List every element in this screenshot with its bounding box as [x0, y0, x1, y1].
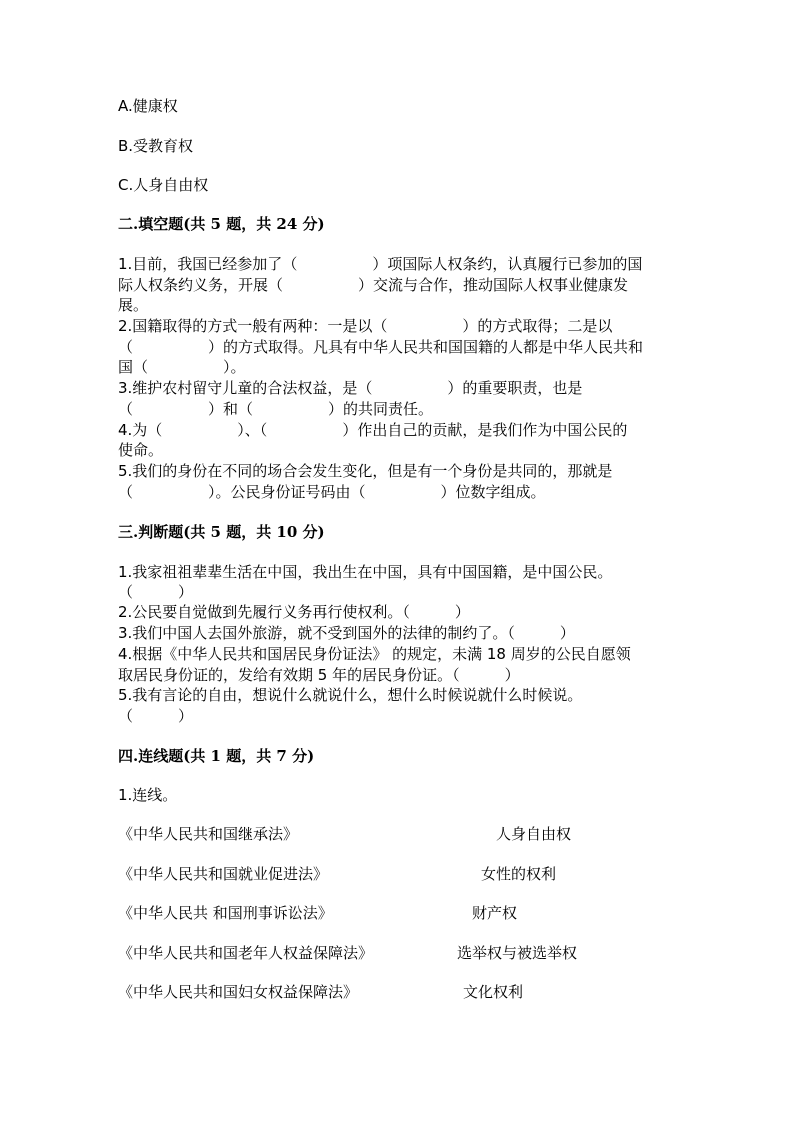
true-false-line: （ ） — [118, 583, 194, 601]
fill-blank-line: （ ）和（ ）的共同责任。 — [118, 400, 434, 418]
true-false-line: 5.我有言论的自由，想说什么就说什么，想什么时候说就什么时候说。 — [118, 686, 583, 704]
matching-left-item: 《中华人民共 和国刑事诉讼法》 — [118, 904, 333, 922]
fill-blank-line: 际人权条约义务，开展（ ）交流与合作，推动国际人权事业健康发 — [118, 276, 629, 294]
section-heading-matching: 四.连线题(共 1 题，共 7 分) — [118, 747, 315, 765]
matching-right-item: 选举权与被选举权 — [457, 944, 578, 962]
section-heading-true-false: 三.判断题(共 5 题，共 10 分) — [118, 523, 325, 541]
fill-blank-line: 国（ ）。 — [118, 358, 246, 376]
matching-left-item: 《中华人民共和国就业促进法》 — [118, 865, 329, 883]
option-c: C.人身自由权 — [118, 176, 209, 194]
matching-left-item: 《中华人民共和国妇女权益保障法》 — [118, 983, 359, 1001]
fill-blank-line: 3.维护农村留守儿童的合法权益，是（ ）的重要职责，也是 — [118, 379, 583, 397]
section-heading-fill-blank: 二.填空题(共 5 题，共 24 分) — [118, 215, 325, 233]
true-false-line: 3.我们中国人去国外旅游，就不受到国外的法律的制约了。（ ） — [118, 624, 575, 642]
matching-left-item: 《中华人民共和国老年人权益保障法》 — [118, 944, 374, 962]
fill-blank-line: （ ）。公民身份证号码由（ ）位数字组成。 — [118, 483, 546, 501]
fill-blank-line: 4.为（ ）、（ ）作出自己的贡献，是我们作为中国公民的 — [118, 421, 628, 439]
option-a: A.健康权 — [118, 97, 178, 115]
true-false-line: 取居民身份证的，发给有效期 5 年的居民身份证。（ ） — [118, 666, 520, 684]
option-b: B.受教育权 — [118, 137, 194, 155]
fill-blank-line: 使命。 — [118, 441, 164, 459]
matching-right-item: 财产权 — [472, 904, 518, 922]
fill-blank-line: 展。 — [118, 296, 149, 314]
true-false-line: 2.公民要自觉做到先履行义务再行使权利。（ ） — [118, 603, 470, 621]
fill-blank-line: 5.我们的身份在不同的场合会发生变化，但是有一个身份是共同的，那就是 — [118, 462, 613, 480]
matching-question: 1.连线。 — [118, 786, 178, 804]
true-false-line: （ ） — [118, 707, 194, 725]
fill-blank-line: 2.国籍取得的方式一般有两种：一是以（ ）的方式取得；二是以 — [118, 317, 613, 335]
fill-blank-line: 1.目前，我国已经参加了（ ）项国际人权条约，认真履行已参加的国 — [118, 255, 643, 273]
matching-right-item: 人身自由权 — [496, 825, 572, 843]
true-false-line: 4.根据《中华人民共和国居民身份证法》 的规定，未满 18 周岁的公民自愿领 — [118, 645, 631, 663]
matching-left-item: 《中华人民共和国继承法》 — [118, 825, 299, 843]
matching-right-item: 文化权利 — [463, 983, 524, 1001]
true-false-line: 1.我家祖祖辈辈生活在中国，我出生在中国，具有中国国籍，是中国公民。 — [118, 563, 613, 581]
matching-right-item: 女性的权利 — [481, 865, 557, 883]
fill-blank-line: （ ）的方式取得。凡具有中华人民共和国国籍的人都是中华人民共和 — [118, 338, 644, 356]
